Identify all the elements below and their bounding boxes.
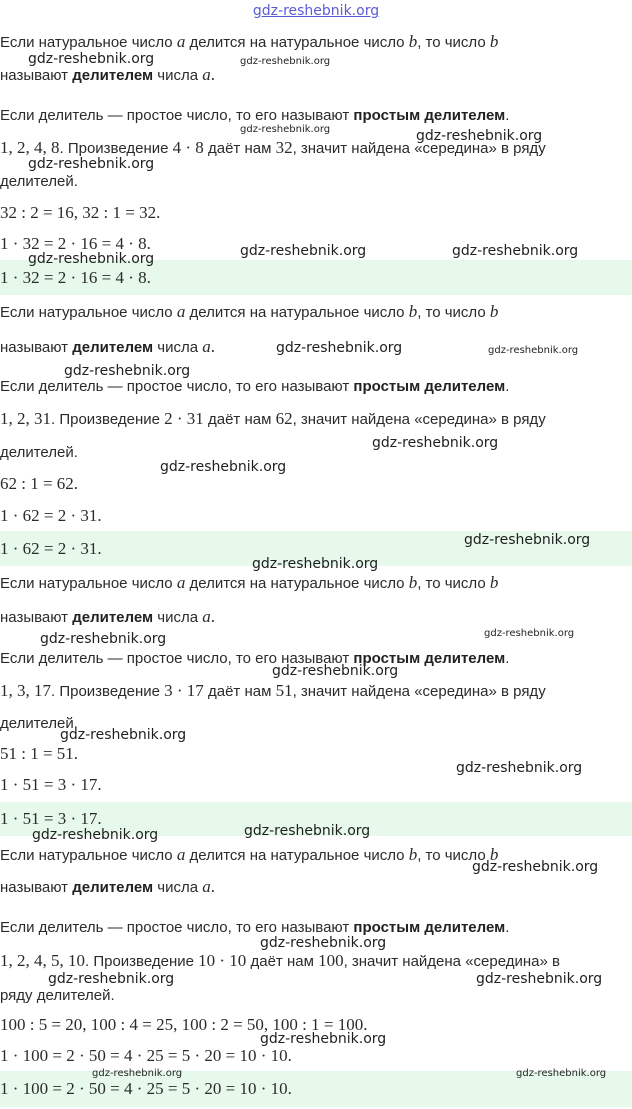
watermark: gdz-reshebnik.org [28, 251, 155, 267]
solution-line-1: 1, 2, 4, 8. Произведение 4 · 8 даёт нам 32, значит найдена «середина» в ряду [0, 138, 546, 157]
watermark: gdz-reshebnik.org [516, 1068, 607, 1079]
answer-equation: 1 · 51 = 3 · 17. [0, 809, 102, 828]
definition-line-2: называют делителем числа a. [0, 877, 215, 896]
watermark: gdz-reshebnik.org [48, 971, 175, 987]
prime-definition: Если делитель — простое число, то его называют простым делителем. [0, 650, 510, 667]
watermark: gdz-reshebnik.org [160, 459, 287, 475]
watermark: gdz-reshebnik.org [272, 663, 399, 679]
division-calc: 62 : 1 = 62. [0, 474, 79, 493]
product-equation: 1 · 32 = 2 · 16 = 4 · 8. [0, 234, 151, 253]
watermark: gdz-reshebnik.org [372, 435, 499, 451]
prime-definition: Если делитель — простое число, то его называют простым делителем. [0, 919, 510, 936]
prime-definition: Если делитель — простое число, то его называют простым делителем. [0, 107, 510, 124]
watermark: gdz-reshebnik.org [32, 827, 159, 843]
watermark: gdz-reshebnik.org [456, 760, 583, 776]
solution-line-1: 1, 3, 17. Произведение 3 · 17 даёт нам 51, значит найдена «середина» в ряду [0, 681, 546, 700]
watermark: gdz-reshebnik.org [476, 971, 603, 987]
division-calc: 100 : 5 = 20, 100 : 4 = 25, 100 : 2 = 50, 100 : 1 = 100. [0, 1015, 368, 1034]
definition-line-1: Если натуральное число a делится на натуральное число b, то число b [0, 32, 499, 51]
watermark: gdz-reshebnik.org [244, 823, 371, 839]
answer-equation: 1 · 100 = 2 · 50 = 4 · 25 = 5 · 20 = 10 · 10. [0, 1079, 292, 1098]
solution-line-2: делителей. [0, 173, 78, 190]
watermark: gdz-reshebnik.org [484, 628, 575, 639]
watermark: gdz-reshebnik.org [240, 124, 331, 135]
watermark: gdz-reshebnik.org [276, 340, 403, 356]
watermark: gdz-reshebnik.org [472, 859, 599, 875]
watermark: gdz-reshebnik.org [64, 363, 191, 379]
watermark: gdz-reshebnik.org [452, 243, 579, 259]
answer-equation: 1 · 62 = 2 · 31. [0, 539, 102, 558]
prime-definition: Если делитель — простое число, то его называют простым делителем. [0, 378, 510, 395]
watermark: gdz-reshebnik.org [260, 935, 387, 951]
solution-line-1: 1, 2, 4, 5, 10. Произведение 10 · 10 даёт нам 100, значит найдена «середина» в [0, 951, 560, 970]
definition-line-2: называют делителем числа a. [0, 337, 215, 356]
definition-line-1: Если натуральное число a делится на натуральное число b, то число b [0, 845, 499, 864]
definition-line-2: называют делителем числа a. [0, 65, 215, 84]
watermark: gdz-reshebnik.org [416, 128, 543, 144]
watermark: gdz-reshebnik.org [28, 156, 155, 172]
site-link[interactable]: gdz-reshebnik.org [252, 3, 380, 19]
definition-line-2: называют делителем числа a. [0, 607, 215, 626]
division-calc: 32 : 2 = 16, 32 : 1 = 32. [0, 203, 161, 222]
answer-equation: 1 · 32 = 2 · 16 = 4 · 8. [0, 268, 151, 287]
definition-line-1: Если натуральное число a делится на натуральное число b, то число b [0, 302, 499, 321]
solution-line-1: 1, 2, 31. Произведение 2 · 31 даёт нам 62, значит найдена «середина» в ряду [0, 409, 546, 428]
watermark: gdz-reshebnik.org [252, 556, 379, 572]
watermark: gdz-reshebnik.org [240, 243, 367, 259]
watermark: gdz-reshebnik.org [488, 345, 579, 356]
watermark: gdz-reshebnik.org [240, 56, 331, 67]
solution-line-2: делителей. [0, 444, 78, 461]
watermark: gdz-reshebnik.org [40, 631, 167, 647]
solution-line-2: ряду делителей. [0, 987, 115, 1004]
watermark: gdz-reshebnik.org [28, 51, 155, 67]
product-equation: 1 · 51 = 3 · 17. [0, 775, 102, 794]
watermark: gdz-reshebnik.org [60, 727, 187, 743]
division-calc: 51 : 1 = 51. [0, 744, 79, 763]
watermark: gdz-reshebnik.org [464, 532, 591, 548]
product-equation: 1 · 62 = 2 · 31. [0, 506, 102, 525]
watermark: gdz-reshebnik.org [92, 1068, 183, 1079]
solution-line-2: делителей. [0, 715, 78, 732]
watermark: gdz-reshebnik.org [260, 1031, 387, 1047]
product-equation: 1 · 100 = 2 · 50 = 4 · 25 = 5 · 20 = 10 · 10. [0, 1046, 292, 1065]
definition-line-1: Если натуральное число a делится на натуральное число b, то число b [0, 573, 499, 592]
